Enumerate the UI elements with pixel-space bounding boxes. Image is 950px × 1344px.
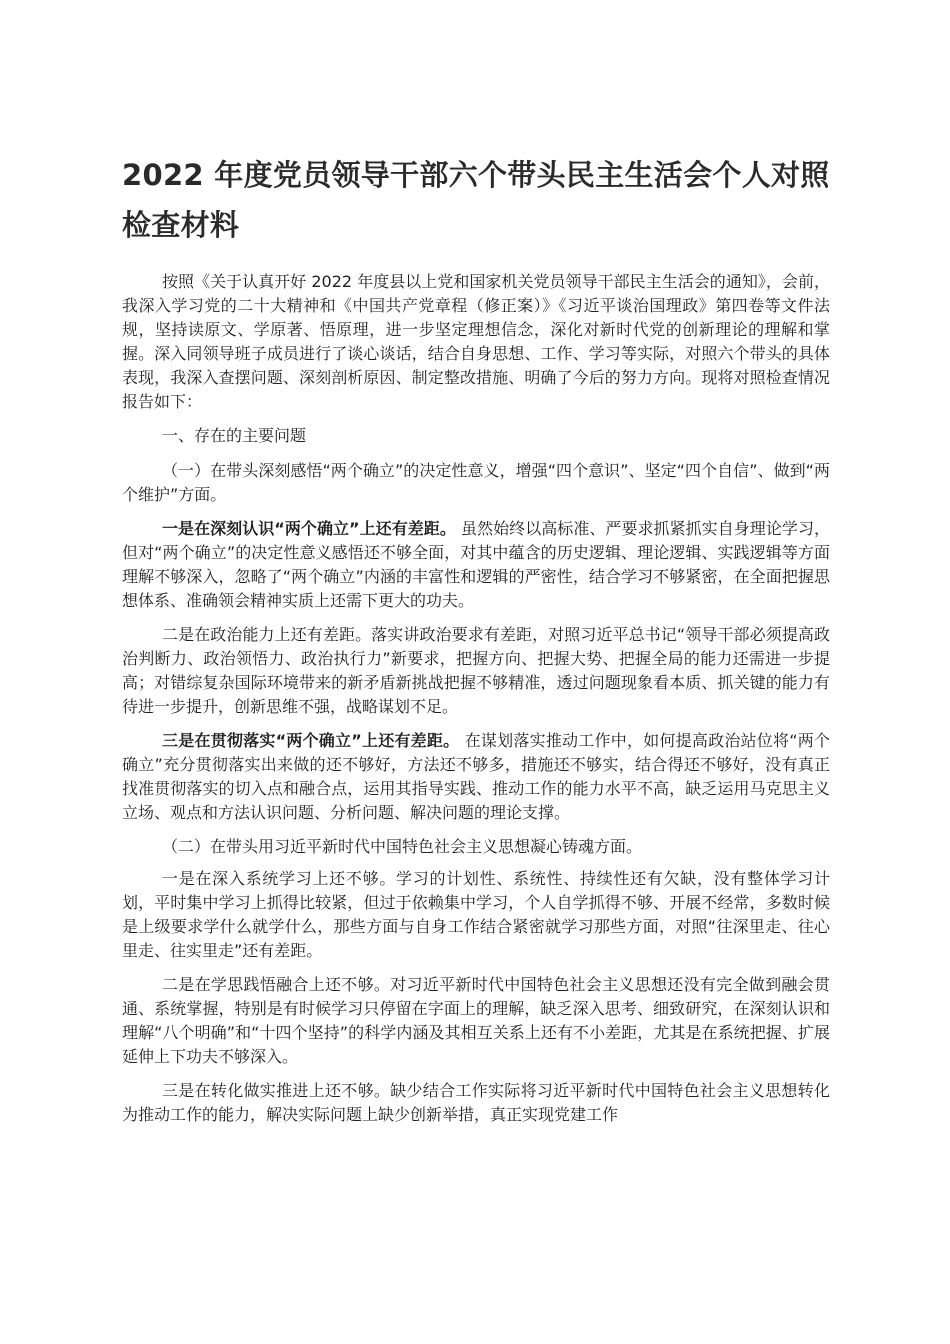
problem-1-body: 虽然始终以高标准、严要求抓紧抓实自身理论学习，但对“两个确立”的决定性意义感悟还不够全面，对其中蕴含的历史逻辑、理论逻辑、实践逻辑等方面理解不够深入，忽略了“两个确立”内涵的丰富性和逻辑的严密性，结合学习不够紧密，在全面把握思想体系、准确领会精神实质上还需下更大的功夫。 xyxy=(122,519,830,610)
problem-paragraph-6: 三是在转化做实推进上还不够。缺少结合工作实际将习近平新时代中国特色社会主义思想转化为推动工作的能力，解决实际问题上缺少创新举措，真正实现党建工作 xyxy=(122,1081,830,1124)
problem-paragraph-1 xyxy=(122,517,830,613)
section-heading-problems: 一、存在的主要问题 xyxy=(162,426,307,445)
problem-paragraph-5: 二是在学思践悟融合上还不够。对习近平新时代中国特色社会主义思想还没有完全做到融会贯通、系统掌握，特别是有时候学习只停留在字面上的理解，缺乏深入思考、细致研究，在深刻认识和理解“八个明确”和“十四个坚持”的科学内涵及其相互关系上还有不小差距，尤其是在系统把握、扩展延伸上下功夫不够深入。 xyxy=(122,975,830,1066)
document-page xyxy=(122,150,830,1137)
problem-3-lead: 三是在贯彻落实“两个确立”上还有差距。 xyxy=(162,731,460,750)
problem-paragraph-2: 二是在政治能力上还有差距。落实讲政治要求有差距，对照习近平总书记“领导干部必须提高政治判断力、政治领悟力、政治执行力”新要求，把握方向、把握大势、把握全局的能力还需进一步提高；对错综复杂国际环境带来的新矛盾新挑战把握不够精准，透过问题现象看本质、抓关键的能力有待进一步提升，创新思维不强，战略谋划不足。 xyxy=(122,625,830,716)
subsection-heading-2: （二）在带头用习近平新时代中国特色社会主义思想凝心铸魂方面。 xyxy=(162,837,643,856)
problem-paragraph-3 xyxy=(122,729,830,825)
problem-1-lead: 一是在深刻认识“两个确立”上还有差距。 xyxy=(162,519,456,538)
document-title: 2022 年度党员领导干部六个带头民主生活会个人对照检查材料 xyxy=(122,158,830,242)
subsection-heading-1: （一）在带头深刻感悟“两个确立”的决定性意义，增强“四个意识”、坚定“四个自信”、做到“两个维护”方面。 xyxy=(122,461,830,504)
problem-paragraph-4: 一是在深入系统学习上还不够。学习的计划性、系统性、持续性还有欠缺，没有整体学习计划，平时集中学习上抓得比较紧，但过于依赖集中学习，个人自学抓得不够、开展不经常，多数时候是上级要求学什么就学什么，那些方面与自身工作结合紧密就学习那些方面，对照“往深里走、往心里走、往实里走”还有差距。 xyxy=(122,869,830,960)
intro-paragraph: 按照《关于认真开好 2022 年度县以上党和国家机关党员领导干部民主生活会的通知》，会前，我深入学习党的二十大精神和《中国共产党章程（修正案）》《习近平谈治国理政》第四卷等文件法规，坚持读原文、学原著、悟原理，进一步坚定理想信念，深化对新时代党的创新理论的理解和掌握。深入同领导班子成员进行了谈心谈话，结合自身思想、工作、学习等实际，对照六个带头的具体表现，我深入查摆问题、深刻剖析原因、制定整改措施、明确了今后的努力方向。现将对照检查情况报告如下： xyxy=(122,272,830,411)
problem-3-body: 在谋划落实推动工作中，如何提高政治站位将“两个确立”充分贯彻落实出来做的还不够好，方法还不够多，措施还不够实，结合得还不够好，没有真正找准贯彻落实的切入点和融合点，运用其指导实践、推动工作的能力水平不高，缺乏运用马克思主义立场、观点和方法认识问题、分析问题、解决问题的理论支撑。 xyxy=(122,731,830,822)
